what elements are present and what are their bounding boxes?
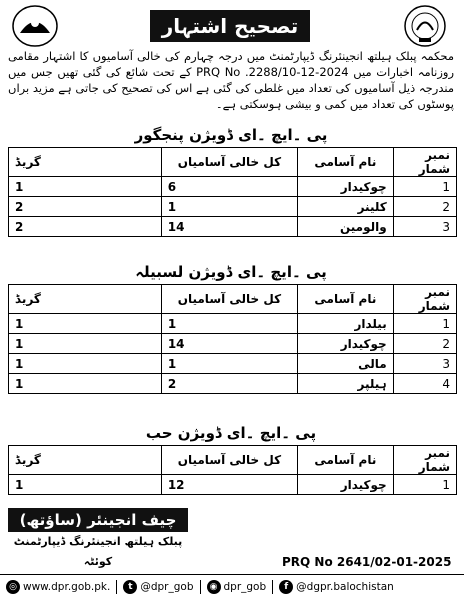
cell-name: ہیلپر bbox=[298, 374, 394, 394]
cell-no: 2 bbox=[393, 334, 456, 354]
cell-name: بیلدار bbox=[298, 314, 394, 334]
cell-grade: 1 bbox=[9, 177, 162, 197]
cell-grade: 1 bbox=[9, 475, 162, 495]
cell-grade: 1 bbox=[9, 374, 162, 394]
cell-name: چوکیدار bbox=[297, 177, 393, 197]
cell-no: 1 bbox=[393, 314, 456, 334]
department-logo-right bbox=[400, 3, 450, 49]
section-title: پی ۔ایچ ۔ای ڈویژن پنجگور bbox=[134, 126, 328, 144]
signature-subtitle: پبلک ہیلتھ انجینئرنگ ڈیپارٹمنٹ کوئٹہ bbox=[13, 535, 183, 568]
table-row bbox=[9, 177, 457, 197]
table-row bbox=[9, 197, 457, 217]
table-header-row bbox=[9, 446, 457, 475]
signature-title: چیف انجینئر (ساؤتھ) bbox=[8, 508, 188, 532]
cell-no: 3 bbox=[393, 354, 456, 374]
col-header-seats: کل خالی آسامیاں bbox=[161, 148, 297, 177]
table-row bbox=[9, 217, 457, 237]
cell-no: 1 bbox=[393, 475, 456, 495]
facebook-icon: f bbox=[279, 580, 293, 594]
instagram-icon: ◉ bbox=[207, 580, 221, 594]
twitter-icon: t bbox=[123, 580, 137, 594]
cell-grade: 2 bbox=[9, 197, 162, 217]
footer-bar bbox=[0, 574, 464, 599]
cell-name: کلینر bbox=[297, 197, 393, 217]
cell-grade: 1 bbox=[9, 334, 162, 354]
cell-name: چوکیدار bbox=[298, 475, 394, 495]
col-header-no: نمبر شمار bbox=[393, 148, 456, 177]
footer-instagram-text: dpr_gob bbox=[223, 581, 267, 593]
globe-icon: ◎ bbox=[6, 580, 20, 594]
footer-twitter[interactable] bbox=[123, 580, 193, 594]
intro-paragraph: محکمہ پبلک ہیلتھ انجینئرنگ ڈیپارٹمنٹ میں درجہ چہارم کی خالی آسامیوں کا اشتہار مقامی روزنامہ اخبارات میں PRQ No .2288/10-12-2024 کے تحت شائع کی گئی تھیں جس میں مندرجہ ذیل آسامیوں کی تعداد میں غلطی کی گئی ہے اس کی تصحیح کی جاتی ہے مزید براں پوسٹوں کی تعداد میں کمی و بیشی ہوسکتی ہے۔ bbox=[8, 49, 454, 111]
cell-seats: 12 bbox=[161, 475, 297, 495]
cell-seats: 1 bbox=[161, 354, 297, 374]
cell-seats: 2 bbox=[161, 374, 297, 394]
vacancy-table bbox=[8, 445, 457, 495]
divider bbox=[116, 580, 117, 594]
table-row bbox=[9, 354, 457, 374]
cell-seats: 14 bbox=[161, 217, 297, 237]
col-header-grade: گریڈ bbox=[9, 446, 162, 475]
col-header-name: نام آسامی bbox=[298, 285, 394, 314]
col-header-no: نمبر شمار bbox=[393, 285, 456, 314]
cell-no: 3 bbox=[393, 217, 456, 237]
table-row bbox=[9, 374, 457, 394]
vacancy-table bbox=[8, 147, 457, 237]
col-header-grade: گریڈ bbox=[9, 148, 162, 177]
divider bbox=[272, 580, 273, 594]
footer-facebook[interactable] bbox=[279, 580, 394, 594]
section-title: پی ۔ایچ ۔ای ڈویژن حب bbox=[145, 424, 317, 442]
col-header-no: نمبر شمار bbox=[393, 446, 456, 475]
page-title: تصحیح اشتہار bbox=[150, 10, 310, 42]
col-header-seats: کل خالی آسامیاں bbox=[161, 446, 297, 475]
section-title: پی ۔ایچ ۔ای ڈویژن لسبیلہ bbox=[135, 263, 327, 281]
cell-name: چوکیدار bbox=[298, 334, 394, 354]
col-header-name: نام آسامی bbox=[298, 446, 394, 475]
vacancy-table bbox=[8, 284, 457, 394]
cell-grade: 2 bbox=[9, 217, 162, 237]
cell-no: 4 bbox=[393, 374, 456, 394]
table-row bbox=[9, 314, 457, 334]
cell-seats: 6 bbox=[161, 177, 297, 197]
table-row bbox=[9, 475, 457, 495]
cell-name: مالی bbox=[298, 354, 394, 374]
col-header-name: نام آسامی bbox=[297, 148, 393, 177]
divider bbox=[200, 580, 201, 594]
signature-block bbox=[8, 508, 188, 568]
table-header-row bbox=[9, 148, 457, 177]
cell-name: والومین bbox=[297, 217, 393, 237]
department-logo-left bbox=[10, 3, 60, 49]
cell-no: 2 bbox=[393, 197, 456, 217]
footer-facebook-text: @dgpr.balochistan bbox=[296, 581, 394, 593]
table-header-row bbox=[9, 285, 457, 314]
cell-seats: 1 bbox=[161, 197, 297, 217]
col-header-grade: گریڈ bbox=[9, 285, 162, 314]
footer-website[interactable] bbox=[6, 580, 110, 594]
cell-seats: 1 bbox=[161, 314, 297, 334]
col-header-seats: کل خالی آسامیاں bbox=[161, 285, 297, 314]
footer-website-text: www.dpr.gob.pk. bbox=[23, 581, 111, 593]
cell-grade: 1 bbox=[9, 354, 162, 374]
prq-number: PRQ No 2641/02-01-2025 bbox=[282, 555, 452, 569]
cell-grade: 1 bbox=[9, 314, 162, 334]
footer-twitter-text: @dpr_gob bbox=[140, 581, 194, 593]
cell-no: 1 bbox=[393, 177, 456, 197]
footer-instagram[interactable] bbox=[207, 580, 267, 594]
table-row bbox=[9, 334, 457, 354]
cell-seats: 14 bbox=[161, 334, 297, 354]
